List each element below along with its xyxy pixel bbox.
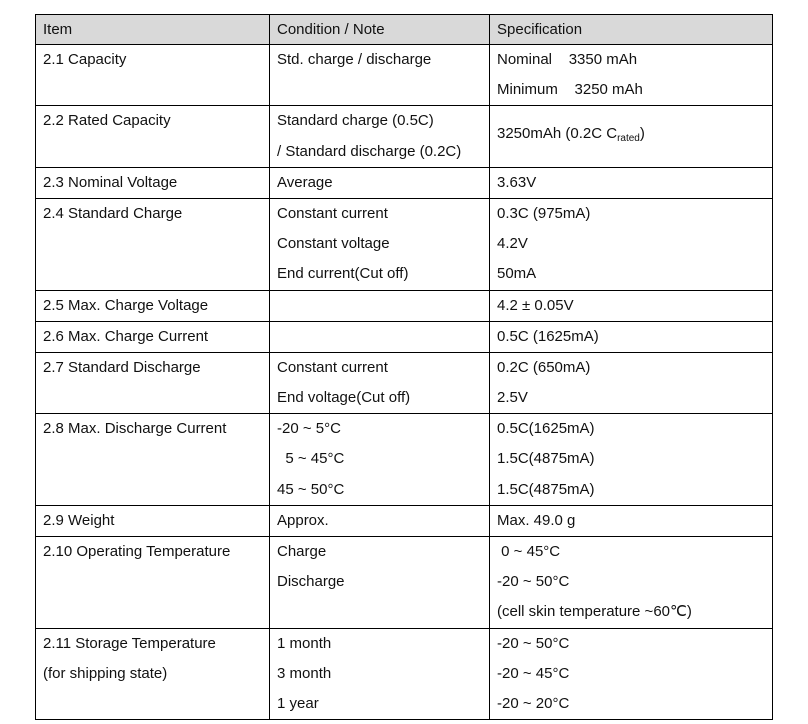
spec-cell-line: 2.5V bbox=[497, 389, 528, 407]
item-cell bbox=[36, 45, 270, 106]
spec-cell-line: 0 ~ 45°C bbox=[497, 543, 561, 560]
item-cell bbox=[36, 505, 270, 536]
condition-cell-line: Charge bbox=[277, 543, 327, 560]
item-cell bbox=[36, 290, 270, 321]
item-cell-line: 2.5 Max. Charge Voltage bbox=[43, 296, 209, 314]
table-row bbox=[36, 167, 773, 198]
spec-cell bbox=[490, 321, 773, 352]
item-cell-line: 2.2 Rated Capacity bbox=[43, 112, 171, 130]
table-row bbox=[36, 628, 773, 720]
spec-cell bbox=[490, 352, 773, 413]
condition-cell bbox=[270, 628, 490, 720]
condition-cell-line: Constant voltage bbox=[277, 235, 390, 253]
item-cell-line: 2.9 Weight bbox=[43, 511, 115, 529]
table-row bbox=[36, 505, 773, 536]
spec-cell-line: 3.63V bbox=[497, 173, 537, 191]
spec-cell-line: 0.2C (650mA) bbox=[497, 358, 591, 376]
table-row bbox=[36, 290, 773, 321]
condition-cell-line: -20 ~ 5°C bbox=[277, 420, 341, 438]
item-cell bbox=[36, 414, 270, 506]
condition-cell-line: Constant current bbox=[277, 358, 388, 376]
condition-cell bbox=[270, 414, 490, 506]
condition-cell-line: 1 year bbox=[277, 694, 319, 712]
spec-cell-line: 0.5C(1625mA) bbox=[497, 420, 595, 438]
condition-cell-line: Std. charge / discharge bbox=[277, 51, 432, 68]
item-cell-line: 2.3 Nominal Voltage bbox=[43, 173, 178, 191]
condition-cell bbox=[270, 352, 490, 413]
table-row bbox=[36, 321, 773, 352]
table-row bbox=[36, 198, 773, 290]
spec-cell-line: Max. 49.0 g bbox=[497, 511, 576, 529]
condition-cell-line: Approx. bbox=[277, 511, 329, 529]
spec-cell-line: 1.5C(4875mA) bbox=[497, 450, 595, 468]
table-row bbox=[36, 352, 773, 413]
spec-cell-line: 4.2 ± 0.05V bbox=[497, 296, 574, 314]
spec-cell-line: 4.2V bbox=[497, 235, 528, 253]
spec-cell-line: (cell skin temperature ~60℃) bbox=[497, 603, 692, 621]
table-row bbox=[36, 537, 773, 629]
spec-cell-line: 0.3C (975mA) bbox=[497, 204, 591, 222]
header-item: Item bbox=[36, 15, 270, 45]
spec-prefix: 3250mAh (0.2C C bbox=[497, 125, 618, 143]
spec-cell-line: Minimum 3250 mAh bbox=[497, 81, 643, 99]
spec-cell bbox=[490, 505, 773, 536]
table-row bbox=[36, 106, 773, 167]
item-cell-line: 2.10 Operating Temperature bbox=[43, 543, 231, 560]
item-cell-line: 2.11 Storage Temperature bbox=[43, 634, 216, 652]
header-specification: Specification bbox=[490, 15, 773, 45]
spec-cell-line: -20 ~ 20°C bbox=[497, 694, 570, 712]
condition-cell bbox=[270, 167, 490, 198]
spec-cell bbox=[490, 537, 773, 629]
condition-cell bbox=[270, 290, 490, 321]
item-cell-line: 2.6 Max. Charge Current bbox=[43, 327, 209, 345]
table-header-row bbox=[36, 15, 773, 45]
condition-cell-line: End current(Cut off) bbox=[277, 265, 409, 283]
item-cell-line: 2.1 Capacity bbox=[43, 51, 127, 68]
spec-cell-line: Nominal 3350 mAh bbox=[497, 51, 638, 68]
item-cell bbox=[36, 106, 270, 167]
table-row bbox=[36, 45, 773, 106]
condition-cell-line: 45 ~ 50°C bbox=[277, 480, 345, 498]
condition-cell-line: 5 ~ 45°C bbox=[277, 450, 345, 468]
table-body bbox=[36, 45, 773, 720]
spec-cell-line: 0.5C (1625mA) bbox=[497, 327, 599, 345]
table-row bbox=[36, 414, 773, 506]
item-cell bbox=[36, 352, 270, 413]
condition-cell-line bbox=[277, 322, 482, 352]
condition-cell-line: End voltage(Cut off) bbox=[277, 389, 411, 407]
spec-subscript: rated bbox=[617, 133, 640, 145]
item-cell bbox=[36, 321, 270, 352]
condition-cell bbox=[270, 505, 490, 536]
item-cell bbox=[36, 198, 270, 290]
condition-cell-line: Average bbox=[277, 173, 333, 191]
specification-table bbox=[35, 14, 773, 720]
spec-cell-line: -20 ~ 45°C bbox=[497, 664, 570, 682]
item-cell bbox=[36, 167, 270, 198]
spec-cell bbox=[490, 628, 773, 720]
spec-cell-line: -20 ~ 50°C bbox=[497, 573, 570, 591]
spec-cell bbox=[490, 167, 773, 198]
spec-cell bbox=[490, 198, 773, 290]
spec-cell bbox=[490, 290, 773, 321]
item-cell bbox=[36, 537, 270, 629]
header-condition: Condition / Note bbox=[270, 15, 490, 45]
spec-cell-line: -20 ~ 50°C bbox=[497, 634, 570, 652]
condition-cell-line: Standard charge (0.5C) bbox=[277, 112, 434, 130]
spec-cell-line: 1.5C(4875mA) bbox=[497, 480, 595, 498]
item-cell-line: 2.8 Max. Discharge Current bbox=[43, 420, 227, 438]
condition-cell bbox=[270, 321, 490, 352]
spec-cell-line: 50mA bbox=[497, 265, 537, 283]
condition-cell bbox=[270, 537, 490, 629]
item-cell bbox=[36, 628, 270, 720]
condition-cell bbox=[270, 198, 490, 290]
item-cell-line: 2.4 Standard Charge bbox=[43, 204, 183, 222]
condition-cell-line: Constant current bbox=[277, 204, 388, 222]
spec-suffix: ) bbox=[639, 125, 645, 143]
condition-cell bbox=[270, 106, 490, 167]
spec-cell bbox=[490, 414, 773, 506]
item-cell-line: (for shipping state) bbox=[43, 664, 168, 682]
condition-cell-line: Discharge bbox=[277, 573, 345, 591]
spec-cell bbox=[490, 106, 773, 167]
condition-cell-line bbox=[277, 291, 482, 321]
spec-cell bbox=[490, 45, 773, 106]
condition-cell-line: 1 month bbox=[277, 634, 332, 652]
condition-cell-line: 3 month bbox=[277, 664, 332, 682]
item-cell-line: 2.7 Standard Discharge bbox=[43, 358, 201, 376]
spec-cell-line bbox=[497, 119, 765, 154]
condition-cell-line: / Standard discharge (0.2C) bbox=[277, 142, 462, 160]
condition-cell bbox=[270, 45, 490, 106]
